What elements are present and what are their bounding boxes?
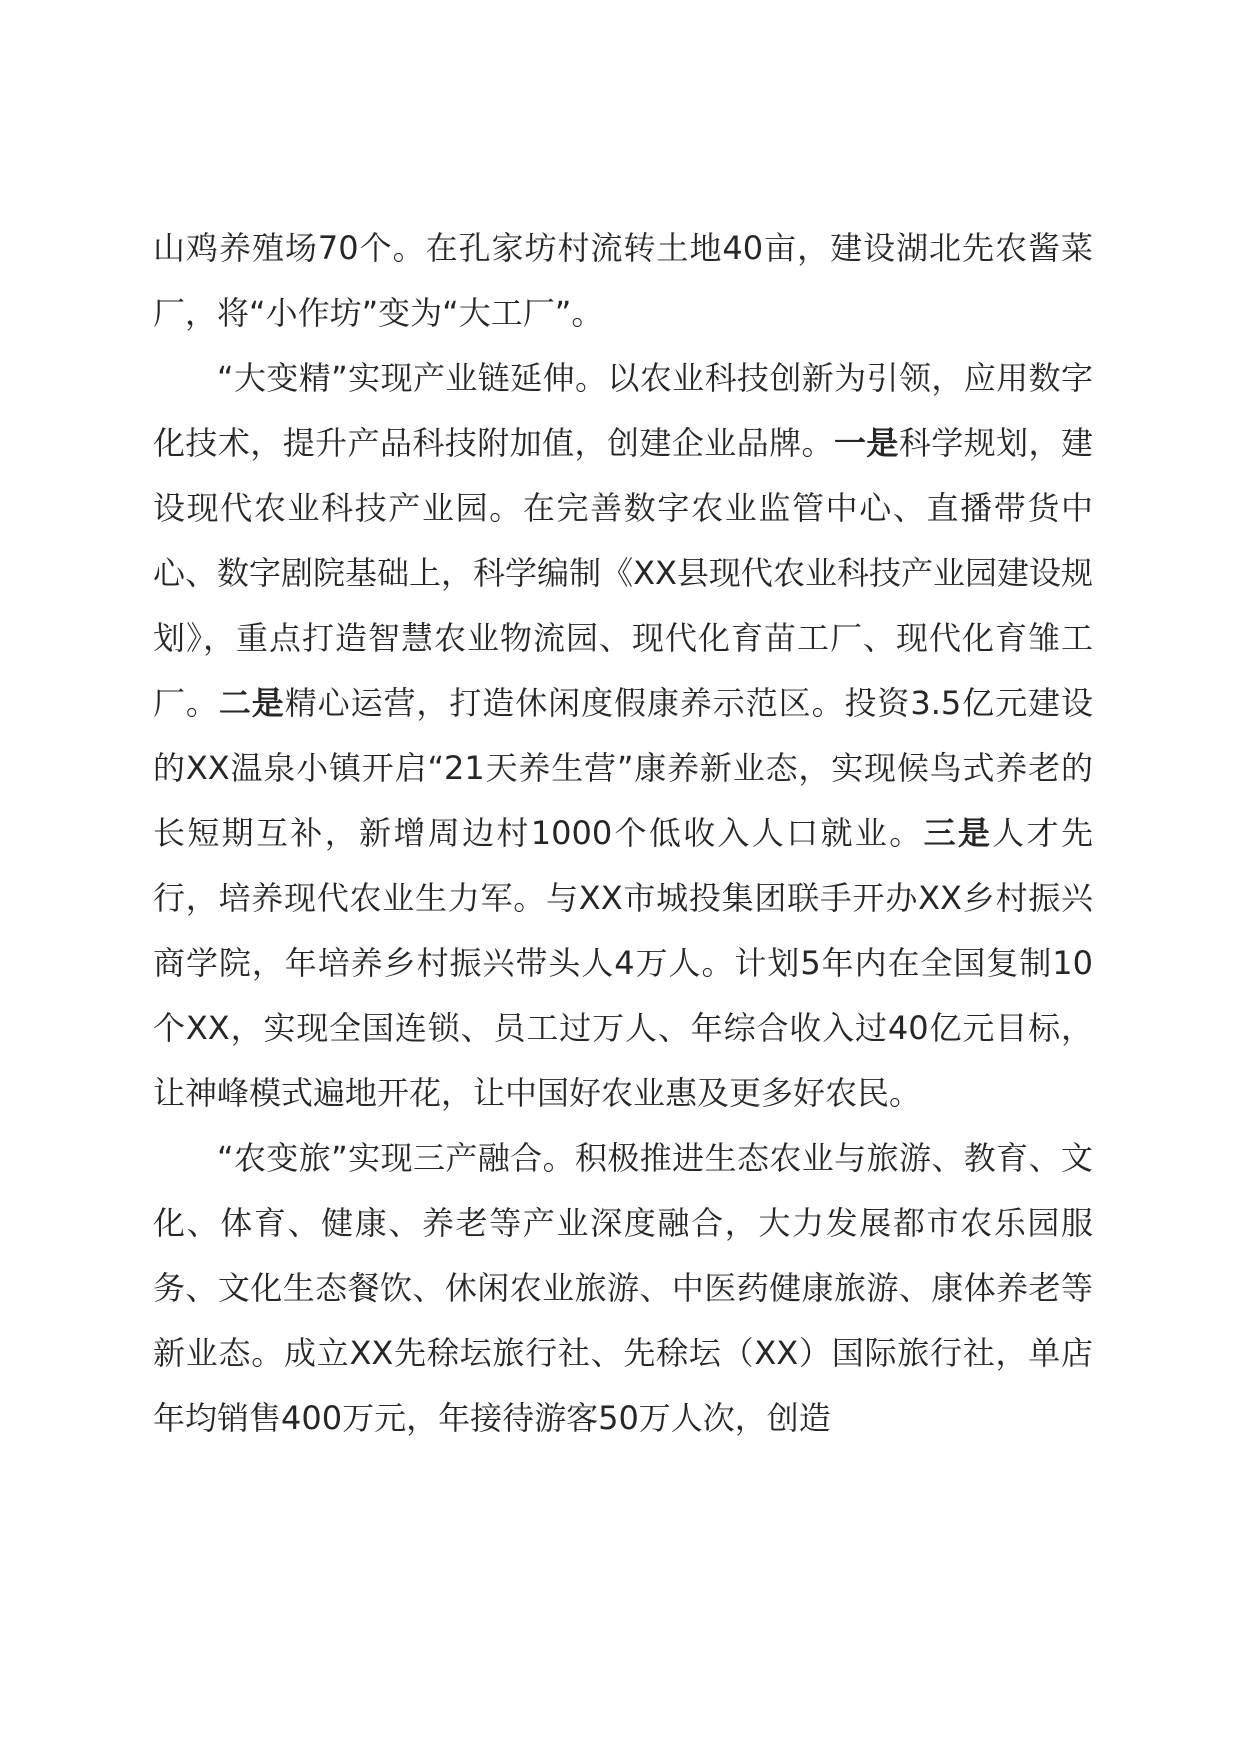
text-run: 山鸡养殖场70个。在孔家坊村流转土地40亩，建设湖北先农酱菜厂，将“小作坊”变为“大工厂”。 [153,229,1093,332]
text-run: 精心运营，打造休闲度假康养示范区。投资3.5亿元建设的XX温泉小镇开启“21天养生营”康养新业态，实现候鸟式养老的长短期互补，新增周边村1000个低收入人口就业。 [153,684,1093,852]
paragraph-da-bian-jing [153,346,1093,1126]
paragraph-nong-bian-lv [153,1126,1093,1451]
text-run: “大变精”实现产业链延伸。以农业科技创新为引领，应用数字化技术，提升产品科技附加值，创建企业品牌。 [153,359,1093,462]
bold-lead-third: 三是 [923,814,993,852]
text-run: “农变旅”实现三产融合。积极推进生态农业与旅游、教育、文化、体育、健康、养老等产业深度融合，大力发展都市农乐园服务、文化生态餐饮、休闲农业旅游、中医药健康旅游、康体养老等新业态。成立XX先稌坛旅行社、先稌坛（XX）国际旅行社，单店年均销售400万元，年接待游客50万人次，创造 [153,1139,1093,1437]
paragraph-continuation [153,216,1093,346]
text-run: 科学规划，建设现代农业科技产业园。在完善数字农业监管中心、直播带货中心、数字剧院基础上，科学编制《XX县现代农业科技产业园建设规划》，重点打造智慧农业物流园、现代化育苗工厂、现代化育雏工厂。 [153,424,1093,722]
bold-lead-second: 二是 [218,684,285,722]
body-text [153,216,1093,1451]
bold-lead-first: 一是 [833,424,899,462]
text-run: 人才先行，培养现代农业生力军。与XX市城投集团联手开办XX乡村振兴商学院，年培养乡村振兴带头人4万人。计划5年内在全国复制10个XX，实现全国连锁、员工过万人、年综合收入过40亿元目标，让神峰模式遍地开花，让中国好农业惠及更多好农民。 [153,814,1093,1112]
